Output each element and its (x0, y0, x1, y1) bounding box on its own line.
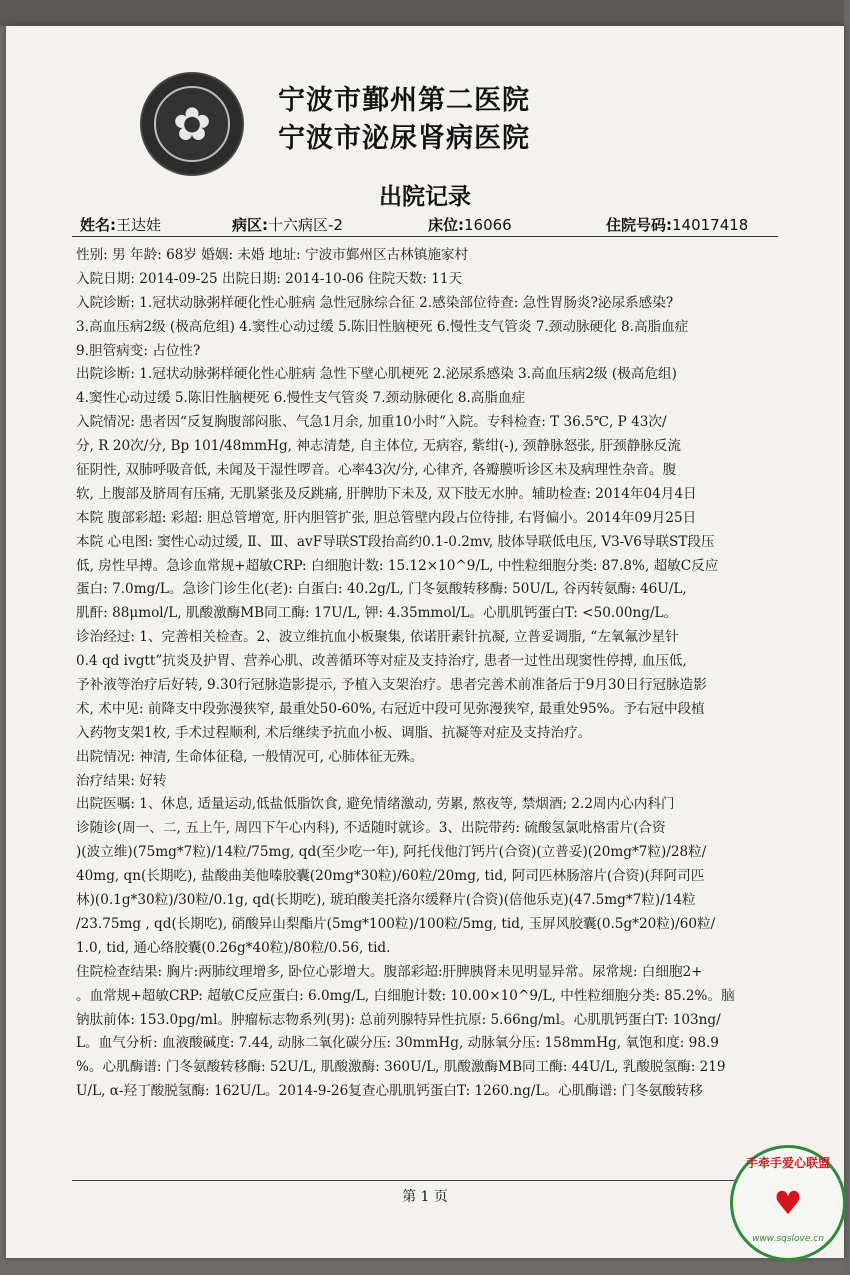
background-top (0, 0, 850, 26)
hospital-name-2: 宁波市泌尿肾病医院 (278, 123, 530, 154)
record-line: 9.胆管病变: 占位性? (76, 342, 201, 359)
inpatient-value: 14017418 (672, 216, 749, 234)
record-line: /23.75mg , qd(长期吃), 硝酸异山梨酯片(5mg*100粒)/100粒/5mg, tid, 玉屏风胶囊(0.5g*20粒)/60粒/ (76, 915, 716, 932)
record-line: 住院检查结果: 胸片:两肺纹理增多, 卧位心影增大。腹部彩超:肝脾胰肾未见明显异常。尿常规: 白细胞2+ (76, 963, 703, 980)
record-line: 入院情况: 患者因“反复胸腹部闷胀、气急1月余, 加重10小时”入院。专科检查: T 36.5℃, P 43次/ (76, 414, 667, 431)
record-body (76, 244, 786, 1104)
record-line: 诊治经过: 1、完善相关检查。2、波立维抗血小板聚集, 依诺肝素针抗凝, 立普妥调脂, “左氧氟沙星针 (76, 629, 679, 646)
record-line: 。血常规+超敏CRP: 超敏C反应蛋白: 6.0mg/L, 白细胞计数: 10.00×10^9/L, 中性粒细胞分类: 85.2%。脑 (76, 987, 735, 1004)
bed-value: 16066 (464, 216, 512, 234)
bed-label: 床位: (428, 216, 464, 234)
record-line: 蛋白: 7.0mg/L。急诊门诊生化(老): 白蛋白: 40.2g/L, 门冬氨酸转移酶: 50U/L, 谷丙转氨酶: 46U/L, (76, 581, 687, 598)
record-line: 入药物支架1枚, 手术过程顺利, 术后继续予抗血小板、调脂、抗凝等对症及支持治疗。 (76, 724, 592, 741)
record-line: %。心肌酶谱: 门冬氨酸转移酶: 52U/L, 肌酸激酶: 360U/L, 肌酸激酶MB同工酶: 44U/L, 乳酸脱氢酶: 219 (76, 1059, 726, 1076)
stamp-text: 手牵手爱心联盟 (745, 1156, 830, 1170)
record-line: 入院日期: 2014-09-25 出院日期: 2014-10-06 住院天数: 11天 (76, 270, 463, 287)
record-line: 0.4 qd ivgtt”抗炎及护胃、营养心肌、改善循环等对症及支持治疗, 患者一过性出现窦性停搏, 血压低, (76, 653, 687, 670)
record-line: L。血气分析: 血液酸碱度: 7.44, 动脉二氧化碳分压: 30mmHg, 动脉氧分压: 158mmHg, 氧饱和度: 98.9 (76, 1035, 719, 1052)
record-line: 钠肽前体: 153.0pg/ml。肿瘤标志物系列(男): 总前列腺特异性抗原: 5.66ng/ml。心肌肌钙蛋白T: 103ng/ (76, 1011, 721, 1028)
name-value: 王达娃 (116, 216, 162, 234)
record-line: 诊随诊(周一、二, 五上午, 周四下午心内科), 不适随时就诊。3、出院带药: 硫酸氢氯吡格雷片(合资 (76, 820, 666, 837)
record-line: 性别: 男 年龄: 68岁 婚姻: 未婚 地址: 宁波市鄞州区古林镇施家村 (76, 247, 469, 263)
record-line: 1.0, tid, 通心络胶囊(0.26g*40粒)/80粒/0.56, tid. (76, 939, 391, 956)
inpatient-label: 住院号码: (606, 216, 672, 234)
record-line: 出院情况: 神清, 生命体征稳, 一般情况可, 心肺体征无殊。 (76, 748, 424, 765)
document-title: 出院记录 (379, 183, 471, 210)
record-line: 低, 房性早搏。急诊血常规+超敏CRP: 白细胞计数: 15.12×10^9/L, 中性粒细胞分类: 87.8%, 超敏C反应 (76, 557, 719, 574)
page-number: 第 1 页 (402, 1189, 448, 1205)
record-line: 征阴性, 双肺呼吸音低, 未闻及干湿性啰音。心率43次/分, 心律齐, 各瓣膜听诊区未及病理性杂音。腹 (76, 462, 677, 479)
record-line: 4.窦性心动过缓 5.陈旧性脑梗死 6.慢性支气管炎 7.颈动脉硬化 8.高脂血症 (76, 390, 526, 407)
record-line: 出院医嘱: 1、休息, 适量运动,低盐低脂饮食, 避免情绪激动, 劳累, 熬夜等, 禁烟酒; 2.2周内心内科门 (76, 796, 675, 813)
logo-icon: ✿ (172, 97, 212, 151)
patient-name (80, 214, 161, 235)
record-line: 治疗结果: 好转 (76, 772, 167, 789)
ward-label: 病区: (232, 216, 268, 234)
record-line: 出院诊断: 1.冠状动脉粥样硬化性心脏病 急性下壁心肌梗死 2.泌尿系感染 3.高血压病2级 (极高危组) (76, 366, 677, 383)
record-line: 予补液等治疗后好转, 9.30行冠脉造影提示, 予植入支架治疗。患者完善术前准备后于9月30日行冠脉造影 (76, 677, 707, 694)
record-line: U/L, α-羟丁酸脱氢酶: 162U/L。2014-9-26复查心肌肌钙蛋白T: 1260.ng/L。心肌酶谱: 门冬氨酸转移 (76, 1083, 703, 1100)
inpatient-number (606, 214, 748, 235)
record-line: 分, R 20次/分, Bp 101/48mmHg, 神志清楚, 自主体位, 无病容, 紫绀(-), 颈静脉怒张, 肝颈静脉反流 (76, 438, 681, 455)
hospital-logo (140, 72, 244, 176)
record-line: 40mg, qn(长期吃), 盐酸曲美他嗪胶囊(20mg*30粒)/60粒/20mg, tid, 阿司匹林肠溶片(合资)(拜阿司匹 (76, 868, 705, 885)
record-line: 本院 腹部彩超: 彩超: 胆总管增宽, 肝内胆管扩张, 胆总管壁内段占位待排, 右肾偏小。2014年09月25日 (76, 509, 697, 526)
watermark-stamp (730, 1145, 846, 1261)
record-line: 本院 心电图: 窦性心动过缓, Ⅱ、Ⅲ、avF导联ST段抬高约0.1-0.2mv, 肢体导联低电压, V3-V6导联ST段压 (76, 533, 715, 550)
bed (428, 214, 512, 235)
record-line: )(波立维)(75mg*7粒)/14粒/75mg, qd(至少吃一年), 阿托伐他汀钙片(合资)(立普妥)(20mg*7粒)/28粒/ (76, 844, 707, 861)
stamp-url: www.sqslove.cn (752, 1234, 824, 1244)
record-line: 林)(0.1g*30粒)/30粒/0.1g, qd(长期吃), 琥珀酸美托洛尔缓释片(合资)(倍他乐克)(47.5mg*7粒)/14粒 (76, 892, 696, 909)
record-line: 软, 上腹部及脐周有压痛, 无肌紧张及反跳痛, 肝脾肋下未及, 双下肢无水肿。辅助检查: 2014年04月4日 (76, 485, 697, 502)
hospital-name-1: 宁波市鄞州第二医院 (278, 85, 530, 116)
record-line: 3.高血压病2级 (极高危组) 4.窦性心动过缓 5.陈旧性脑梗死 6.慢性支气管炎 7.颈动脉硬化 8.高脂血症 (76, 318, 689, 335)
heart-icon: ♥ (773, 1184, 803, 1222)
header-divider (72, 236, 778, 237)
footer-divider (72, 1180, 778, 1181)
record-line: 术, 术中见: 前降支中段弥漫狭窄, 最重处50-60%, 右冠近中段可见弥漫狭窄, 最重处95%。予右冠中段植 (76, 700, 705, 717)
ward-value: 十六病区-2 (268, 216, 343, 234)
record-line: 肌酐: 88μmol/L, 肌酸激酶MB同工酶: 17U/L, 钾: 4.35mmol/L。心肌肌钙蛋白T: <50.00ng/L。 (76, 605, 678, 622)
record-line: 入院诊断: 1.冠状动脉粥样硬化性心脏病 急性冠脉综合征 2.感染部位待查: 急性胃肠炎?泌尿系感染? (76, 294, 674, 311)
name-label: 姓名: (80, 216, 116, 234)
ward (232, 214, 343, 235)
